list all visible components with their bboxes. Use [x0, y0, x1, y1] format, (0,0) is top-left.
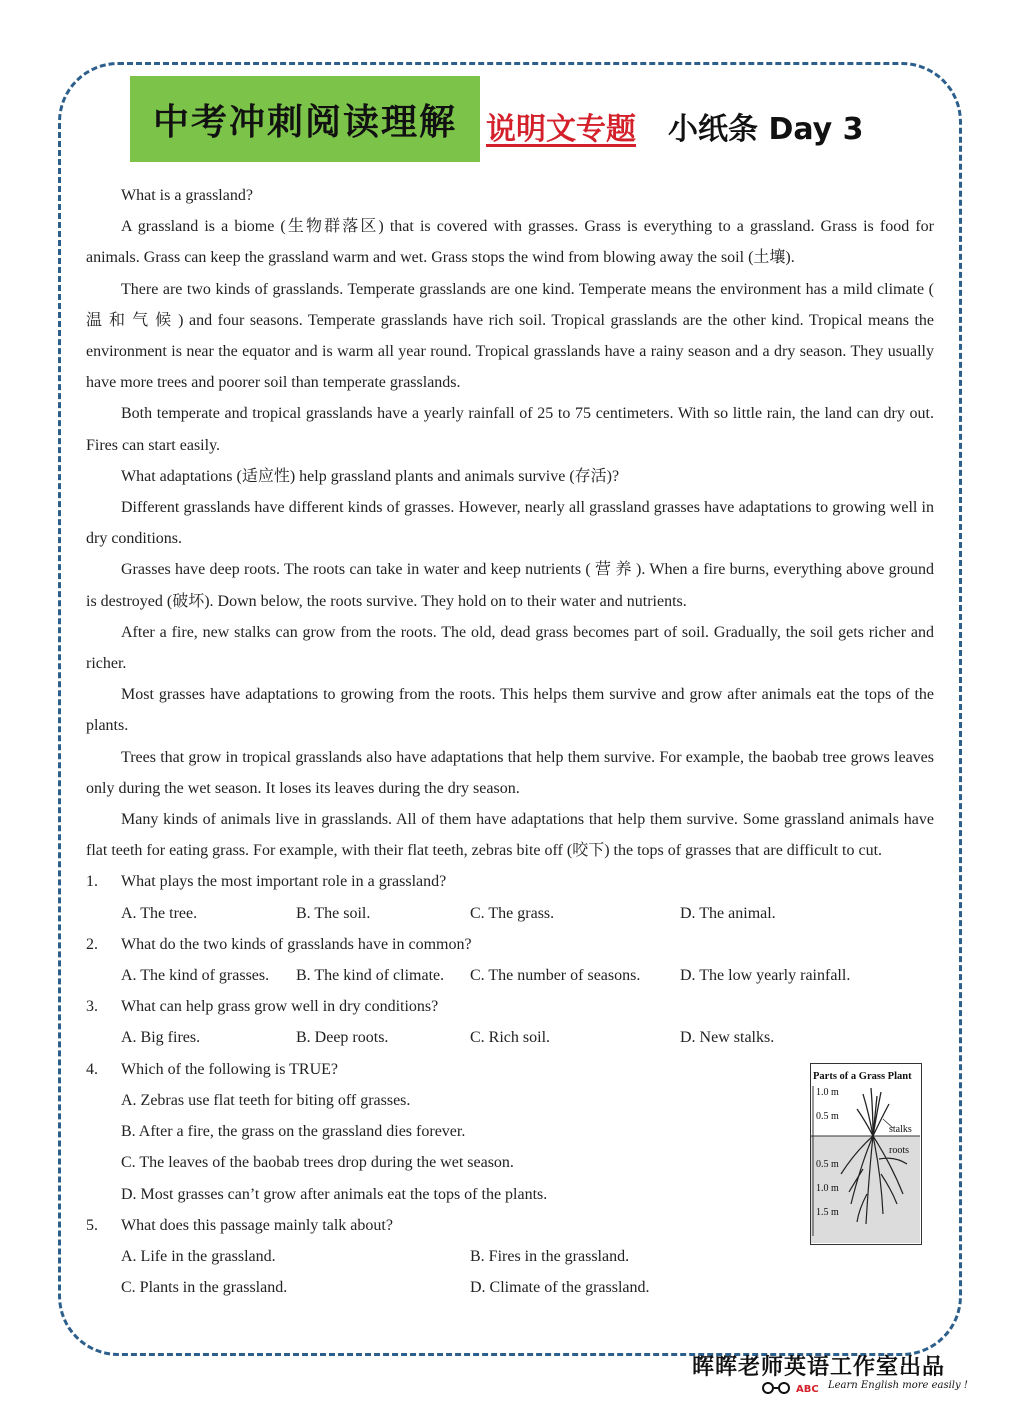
option-b[interactable]: B. The kind of climate.: [296, 967, 445, 985]
title-day: 小纸条 Day 3: [668, 112, 864, 147]
question-5: [86, 1210, 934, 1241]
option-a[interactable]: A. Big fires.: [121, 1029, 201, 1047]
option-a[interactable]: A. Zebras use flat teeth for biting off grasses.: [121, 1091, 411, 1109]
option-c[interactable]: C. The leaves of the baobab trees drop during the wet season.: [121, 1154, 514, 1172]
title-banner: [130, 76, 480, 162]
passage-paragraph: Trees that grow in tropical grasslands also have adaptations that help them survive. For example, the baobab tree grows leaves only during the wet season. It loses its leaves during the dry season.: [86, 748, 934, 797]
glasses-logo-icon: [760, 1380, 826, 1396]
option-b[interactable]: B. Fires in the grassland.: [470, 1247, 630, 1265]
diagram-label-height-1: 1.0 m: [816, 1087, 839, 1098]
passage-paragraph: Grasses have deep roots. The roots can take in water and keep nutrients ( 营 养 ). When a fire burns, everything above ground is destroyed (破坏). Down below, the roots survive. They hold on to their water and nutrients.: [86, 561, 934, 610]
passage-paragraph: Both temperate and tropical grasslands have a yearly rainfall of 25 to 75 centimeters. With so little rain, the land can dry out. Fires can start easily.: [86, 405, 934, 454]
question-1-options: [86, 898, 934, 929]
reading-content: [86, 180, 934, 1303]
question-number: 5.: [86, 1216, 98, 1234]
diagram-label-depth-2: 1.0 m: [816, 1183, 839, 1194]
footer-abc: ABC: [796, 1384, 819, 1395]
diagram-label-depth-3: 1.5 m: [816, 1207, 839, 1218]
option-d[interactable]: D. New stalks.: [680, 1029, 775, 1047]
question-number: 2.: [86, 935, 98, 953]
passage-paragraph: After a fire, new stalks can grow from the roots. The old, dead grass becomes part of soil. Gradually, the soil gets richer and richer.: [86, 623, 934, 673]
diagram-label-height-2: 0.5 m: [816, 1111, 839, 1122]
title-main: 中考冲刺阅读理解: [152, 101, 457, 143]
passage-paragraph: There are two kinds of grasslands. Temperate grasslands are one kind. Temperate means the environment has a mild climate ( 温 和 气 候 ) and four seasons. Temperate grasslands have rich soil. Tropical grasslands are the other kind. Tropical means the environment is near the equator and is warm all year round. Tropical grasslands have a rainy season and a dry season. They usually have more trees and poorer soil than temperate grasslands.: [86, 280, 934, 392]
question-3: [86, 991, 934, 1022]
passage-paragraph: Many kinds of animals live in grasslands. All of them have adaptations that help them survive. Some grassland animals have flat teeth for eating grass. For example, with their flat teeth, zebras bite off (咬下) the tops of grasses that are difficult to cut.: [86, 811, 934, 860]
question-text: What do the two kinds of grasslands have in common?: [121, 935, 472, 953]
option-d[interactable]: D. The low yearly rainfall.: [680, 967, 851, 985]
passage-paragraph: A grassland is a biome (生物群落区) that is covered with grasses. Grass is everything to a grassland. Grass is food for animals. Grass can keep the grassland warm and wet. Grass stops the wind from blowing away the soil (土壤).: [86, 218, 934, 267]
diagram-label-stalks: stalks: [889, 1124, 912, 1135]
question-5-options-row-1: [86, 1241, 934, 1272]
question-text: Which of the following is TRUE?: [121, 1060, 338, 1078]
question-number: 3.: [86, 998, 98, 1016]
option-d[interactable]: D. Climate of the grassland.: [470, 1279, 650, 1297]
option-d[interactable]: D. The animal.: [680, 904, 776, 922]
diagram-title: Parts of a Grass Plant: [813, 1071, 912, 1082]
option-b[interactable]: B. Deep roots.: [296, 1029, 389, 1047]
diagram-label-roots: roots: [889, 1145, 909, 1156]
question-number: 4.: [86, 1060, 98, 1078]
grass-plant-illustration: [811, 1064, 920, 1243]
option-b[interactable]: B. The soil.: [296, 904, 371, 922]
question-number: 1.: [86, 873, 98, 891]
passage-heading-1: What is a grassland?: [121, 187, 253, 204]
option-c[interactable]: C. Rich soil.: [470, 1029, 551, 1047]
option-a[interactable]: A. The tree.: [121, 904, 198, 922]
question-2: [86, 929, 934, 960]
footer-slogan: Learn English more easily !: [828, 1380, 968, 1391]
question-text: What plays the most important role in a grassland?: [121, 873, 447, 891]
diagram-label-depth-1: 0.5 m: [816, 1159, 839, 1170]
question-3-options: [86, 1022, 934, 1053]
question-1: [86, 866, 934, 897]
option-a[interactable]: A. Life in the grassland.: [121, 1247, 276, 1265]
question-2-options: [86, 960, 934, 991]
passage-paragraph: Most grasses have adaptations to growing from the roots. This helps them survive and grow after animals eat the tops of the plants.: [86, 686, 934, 735]
option-c[interactable]: C. Plants in the grassland.: [121, 1279, 288, 1297]
passage-paragraph: Different grasslands have different kinds of grasses. However, nearly all grassland grasses have adaptations to growing well in dry conditions.: [86, 499, 934, 548]
option-a[interactable]: A. The kind of grasses.: [121, 967, 270, 985]
question-text: What does this passage mainly talk about?: [121, 1216, 393, 1234]
question-4: [86, 1054, 934, 1085]
title-topic: 说明文专题: [486, 112, 636, 147]
option-c[interactable]: C. The grass.: [470, 904, 555, 922]
passage-heading-2: What adaptations (适应性) help grassland plants and animals survive (存活)?: [121, 467, 620, 485]
footer-brand: 晖晖老师英语工作室出品: [692, 1355, 946, 1380]
grass-plant-diagram: [810, 1063, 922, 1245]
option-d[interactable]: D. Most grasses can’t grow after animals eat the tops of the plants.: [121, 1185, 548, 1203]
option-b[interactable]: B. After a fire, the grass on the grassland dies forever.: [121, 1123, 466, 1141]
option-c[interactable]: C. The number of seasons.: [470, 967, 641, 985]
question-text: What can help grass grow well in dry conditions?: [121, 998, 439, 1016]
question-5-options-row-2: [86, 1272, 934, 1303]
